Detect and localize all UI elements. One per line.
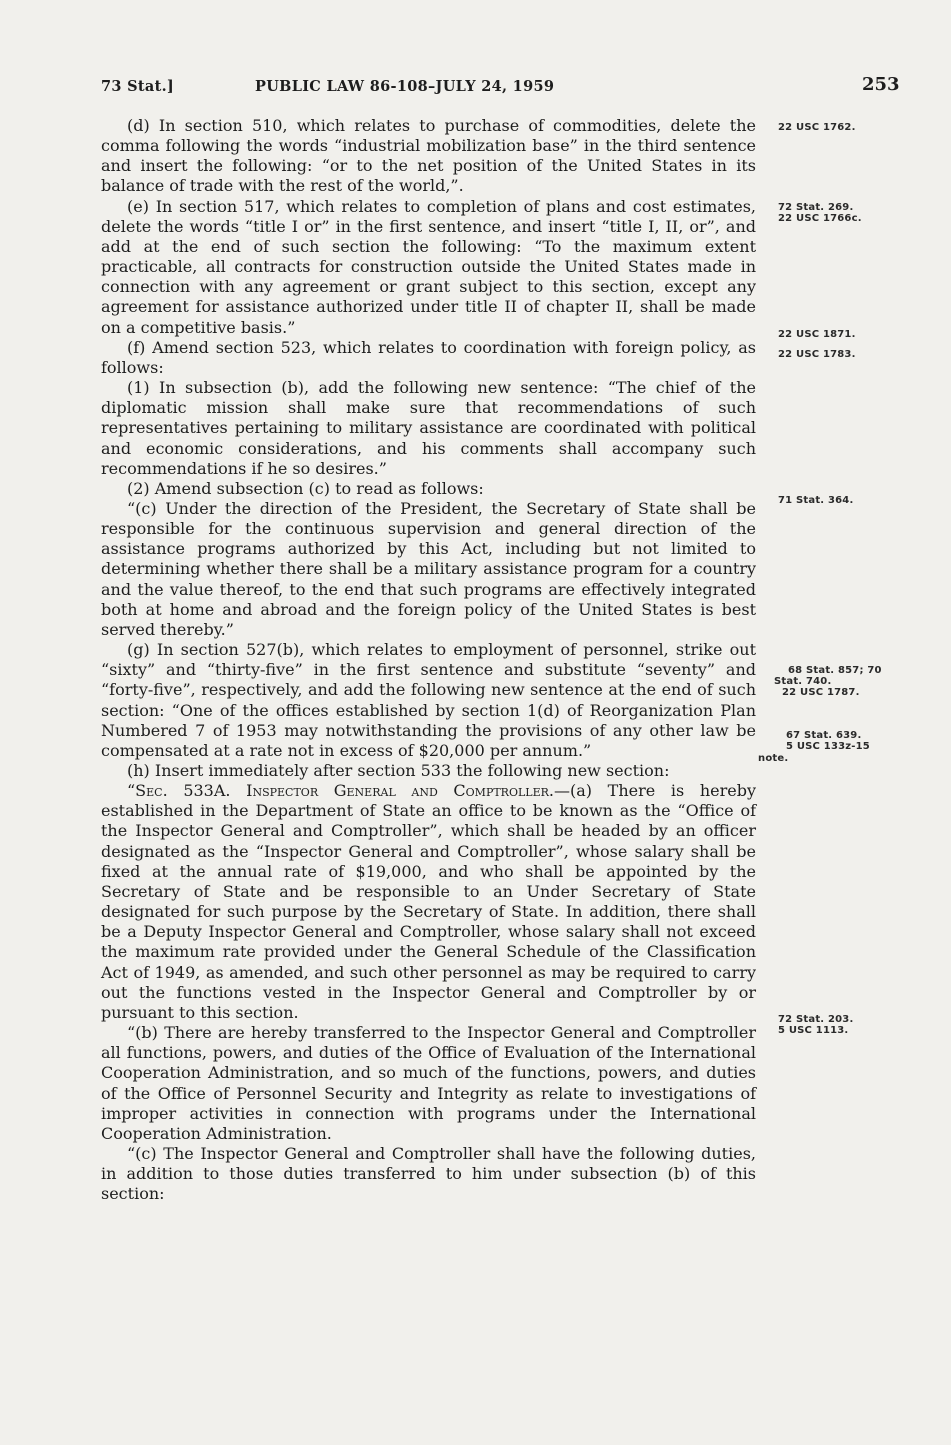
volume-reference: 73 Stat.]	[101, 78, 175, 95]
page-number: 253	[862, 74, 900, 95]
section-533a-text: —(a) There is hereby established in the Department of State an office to be known as the “Office of the Inspector General and Comptroller”, which shall be headed by an officer designated as the “Inspector General and Comptroller”, whose salary shall be fixed at the annual rate of $19,000, and who shall be appointed by the Secretary of State and be responsible to an Under Secretary of State designated for such purpose by the Secretary of State. In addition, there shall be a Deputy Inspector General and Comptroller, whose salary shall not exceed the maximum rate provided under the General Schedule of the Classification Act of 1949, as amended, and such other personnel as may be required to carry out the functions vested in the Inspector General and Comptroller by or pursuant to this section.	[101, 781, 757, 1022]
paragraph-f-1: (1) In subsection (b), add the following new sentence: “The chief of the diplomatic mission shall make sure that recommendations of such representatives pertaining to military assistance are coordinated with political and economic considerations, and his comments shall accompany such recommendations if he so desires.”	[101, 378, 756, 478]
paragraph-d: (d) In section 510, which relates to purchase of commodities, delete the comma following the words “industrial mobilization base” in the third sentence and insert the following: “or to the net position of the United States in its balance of trade with the rest of the world,”.	[101, 116, 756, 196]
section-533a-c: “(c) The Inspector General and Comptroller shall have the following duties, in addition to those duties transferred to him under subsection (b) of this section:	[101, 1143, 756, 1204]
paragraph-subsection-c: “(c) Under the direction of the President, the Secretary of State shall be responsible for the continuous supervision and general direction of the assistance programs authorized by this Act, including but not limited to determining whether there shall be a military assistance program for a country and the value thereof, to the end that such programs are effectively integrated both at home and abroad and the foreign policy of the United States is best served thereby.”	[101, 498, 756, 639]
body-text	[101, 116, 756, 1204]
margin-note: 22 USC 1762.	[778, 122, 856, 133]
margin-note: 72 Stat. 269. 22 USC 1766c.	[778, 202, 862, 224]
margin-note: 67 Stat. 639. 5 USC 133z-15	[786, 730, 870, 752]
margin-note: 71 Stat. 364.	[778, 495, 854, 506]
section-533a-heading: “Sec. 533A. Inspector General and Comptroller.	[127, 781, 554, 801]
paragraph-h: (h) Insert immediately after section 533 the following new section:	[127, 761, 670, 780]
page-header	[0, 72, 951, 102]
margin-note: Stat. 740.	[774, 676, 832, 687]
running-title: PUBLIC LAW 86-108–JULY 24, 1959	[255, 78, 555, 95]
section-533a-b: “(b) There are hereby transferred to the Inspector General and Comptroller all functions, powers, and duties of the Office of Evaluation of the International Cooperation Administration, and so much of the functions, powers, and duties of the Office of Personnel Security and Integrity as relate to investigations of improper activities in connection with programs under the International Cooperation Administration.	[101, 1023, 756, 1143]
margin-note: 72 Stat. 203. 5 USC 1113.	[778, 1014, 854, 1036]
margin-note: 68 Stat. 857; 70	[788, 665, 882, 676]
paragraph-e: (e) In section 517, which relates to completion of plans and cost estimates, delete the words “title I or” in the first sentence, and insert “title I, II, or”, and add at the end of such section the following: “To the maximum extent practicable, all contracts for construction outside the United States made in connection with any agreement or grant subject to this section, except any agreement for assistance authorized under title II of chapter II, shall be made on a competitive basis.”	[101, 196, 756, 337]
paragraph-f-2: (2) Amend subsection (c) to read as follows:	[127, 478, 484, 498]
margin-note: 22 USC 1787.	[782, 687, 860, 698]
margin-note: 22 USC 1783.	[778, 349, 856, 360]
paragraph-g: (g) In section 527(b), which relates to employment of personnel, strike out “sixty” and “thirty-five” in the first sentence and substitute “seventy” and “forty-five”, respectively, and add the following new sentence at the end of such section: “One of the offices established by section 1(d) of Reorganization Plan Numbered 7 of 1953 may notwithstanding the provisions of any other law be compensated at a rate not in excess of $20,000 per annum.”	[101, 640, 756, 760]
margin-note: note.	[758, 753, 789, 764]
margin-note: 22 USC 1871.	[778, 329, 856, 340]
section-533a-a	[101, 781, 756, 1023]
paragraph-f: (f) Amend section 523, which relates to coordination with foreign policy, as follows:	[101, 337, 756, 377]
